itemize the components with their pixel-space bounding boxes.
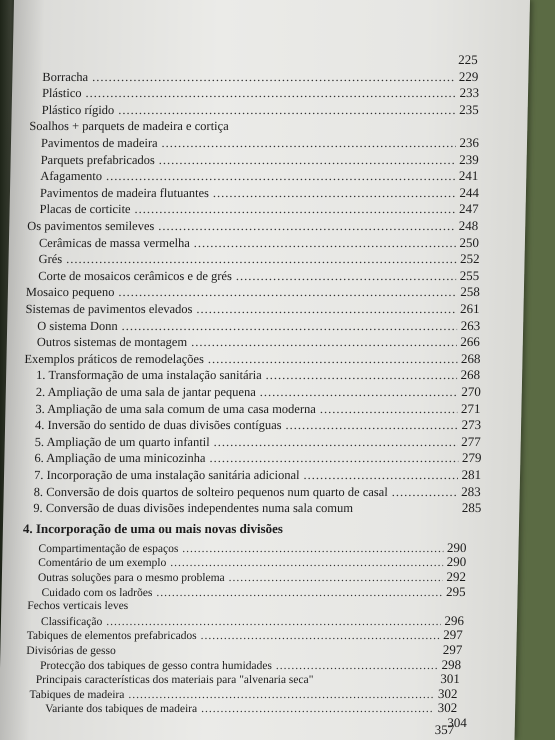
toc-leader-dots	[201, 702, 434, 716]
toc-entry: Tabiques de elementos prefabricados ..... 297	[27, 628, 463, 642]
toc-entry-label: Variante dos tabiques de madeira	[45, 703, 198, 716]
toc-entry: Pavimentos de madeira flutuantes ..... 244	[40, 185, 479, 201]
toc-entry-page: 302	[437, 685, 458, 701]
toc-entry: Soalhos + parquets de madeira e cortiça	[29, 119, 229, 134]
toc-entry: Pavimentos de madeira ..... 236	[41, 135, 479, 151]
toc-entry: 4. Inversão do sentido de duas divisões contíguas ..... 273	[35, 417, 481, 433]
toc-entry: Os pavimentos semileves ..... 248	[27, 218, 478, 234]
toc-entry: Mosaico pequeno ..... 258	[26, 284, 480, 300]
toc-entry-page: 304	[447, 715, 468, 730]
toc-entry	[39, 716, 467, 730]
toc-entry: 6. Ampliação de uma minicozinha ..... 279	[34, 450, 481, 466]
toc-entry: 2. Ampliação de uma sala de jantar pequena ..... 270	[36, 384, 481, 400]
toc-entry: O sistema Donn ..... 263	[37, 318, 480, 334]
toc-entry-page: 302	[437, 700, 458, 716]
toc-entry: Principais características dos materiais para "alvenaria seca" 301	[35, 671, 460, 687]
toc-entry: Grés ..... 252	[38, 251, 479, 267]
toc-entry: 225	[458, 52, 478, 67]
toc-entry: Plástico ..... 233	[42, 85, 479, 101]
toc-entry: Parquets prefabricados ..... 239	[40, 152, 478, 168]
toc-entry: Outros sistemas de montagem ..... 266	[37, 334, 480, 350]
toc-entry: 3. Ampliação de uma sala comum de uma casa moderna ..... 271	[35, 401, 480, 417]
toc-entry: Classificação ..... 296	[41, 614, 464, 628]
toc-entry-label: Tabiques de madeira	[29, 688, 125, 701]
section-heading: 4. Incorporação de uma ou mais novas divisões	[22, 520, 284, 536]
toc-entry: Comentário de um exemplo ..... 290	[38, 555, 466, 569]
toc-entry: Placas de corticite ..... 247	[39, 201, 478, 217]
toc-entry: Outras soluções para o mesmo problema ..... 292	[38, 570, 466, 584]
toc-entry: Plástico rígido ..... 235	[42, 102, 479, 118]
page-number: 357	[434, 722, 455, 737]
toc-entry: 9. Conversão de duas divisões independentes numa sala comum 285	[33, 500, 482, 516]
toc-entry: Sistemas de pavimentos elevados ..... 261	[25, 301, 479, 317]
toc-entry: 7. Incorporação de uma instalação sanitária adicional ..... 281	[34, 467, 481, 483]
toc-entry: 8. Conversão de dois quartos de solteiro pequenos num quarto de casal ..... 283	[34, 484, 481, 500]
toc-entry	[45, 701, 457, 715]
toc-entry: Exemplos práticos de remodelações ..... 268	[24, 351, 480, 367]
toc-leader-dots	[128, 688, 434, 702]
toc-entry: Divisórias de gesso 297	[26, 642, 463, 657]
toc-entry: Corte de mosaicos cerâmicos e de grés ..... 255	[38, 268, 479, 284]
toc-entry: 1. Transformação de uma instalação sanitária ..... 268	[36, 367, 480, 383]
toc-entry: Fechos verticais leves	[27, 600, 129, 613]
toc-entry: Protecção dos tabiques de gesso contra humidades ..... 298	[40, 658, 461, 672]
toc-entry: Borracha ..... 229	[42, 69, 478, 85]
toc-entry: Compartimentação de espaços ..... 290	[38, 541, 466, 555]
toc-entry: 5. Ampliação de um quarto infantil ..... 277	[35, 434, 481, 450]
toc-entry: Afagamento ..... 241	[40, 168, 478, 184]
toc-entry	[29, 687, 457, 701]
toc-entry: Cuidado com os ladrões ..... 295	[41, 585, 465, 599]
toc-entry: Cerâmicas de massa vermelha ..... 250	[39, 235, 479, 251]
